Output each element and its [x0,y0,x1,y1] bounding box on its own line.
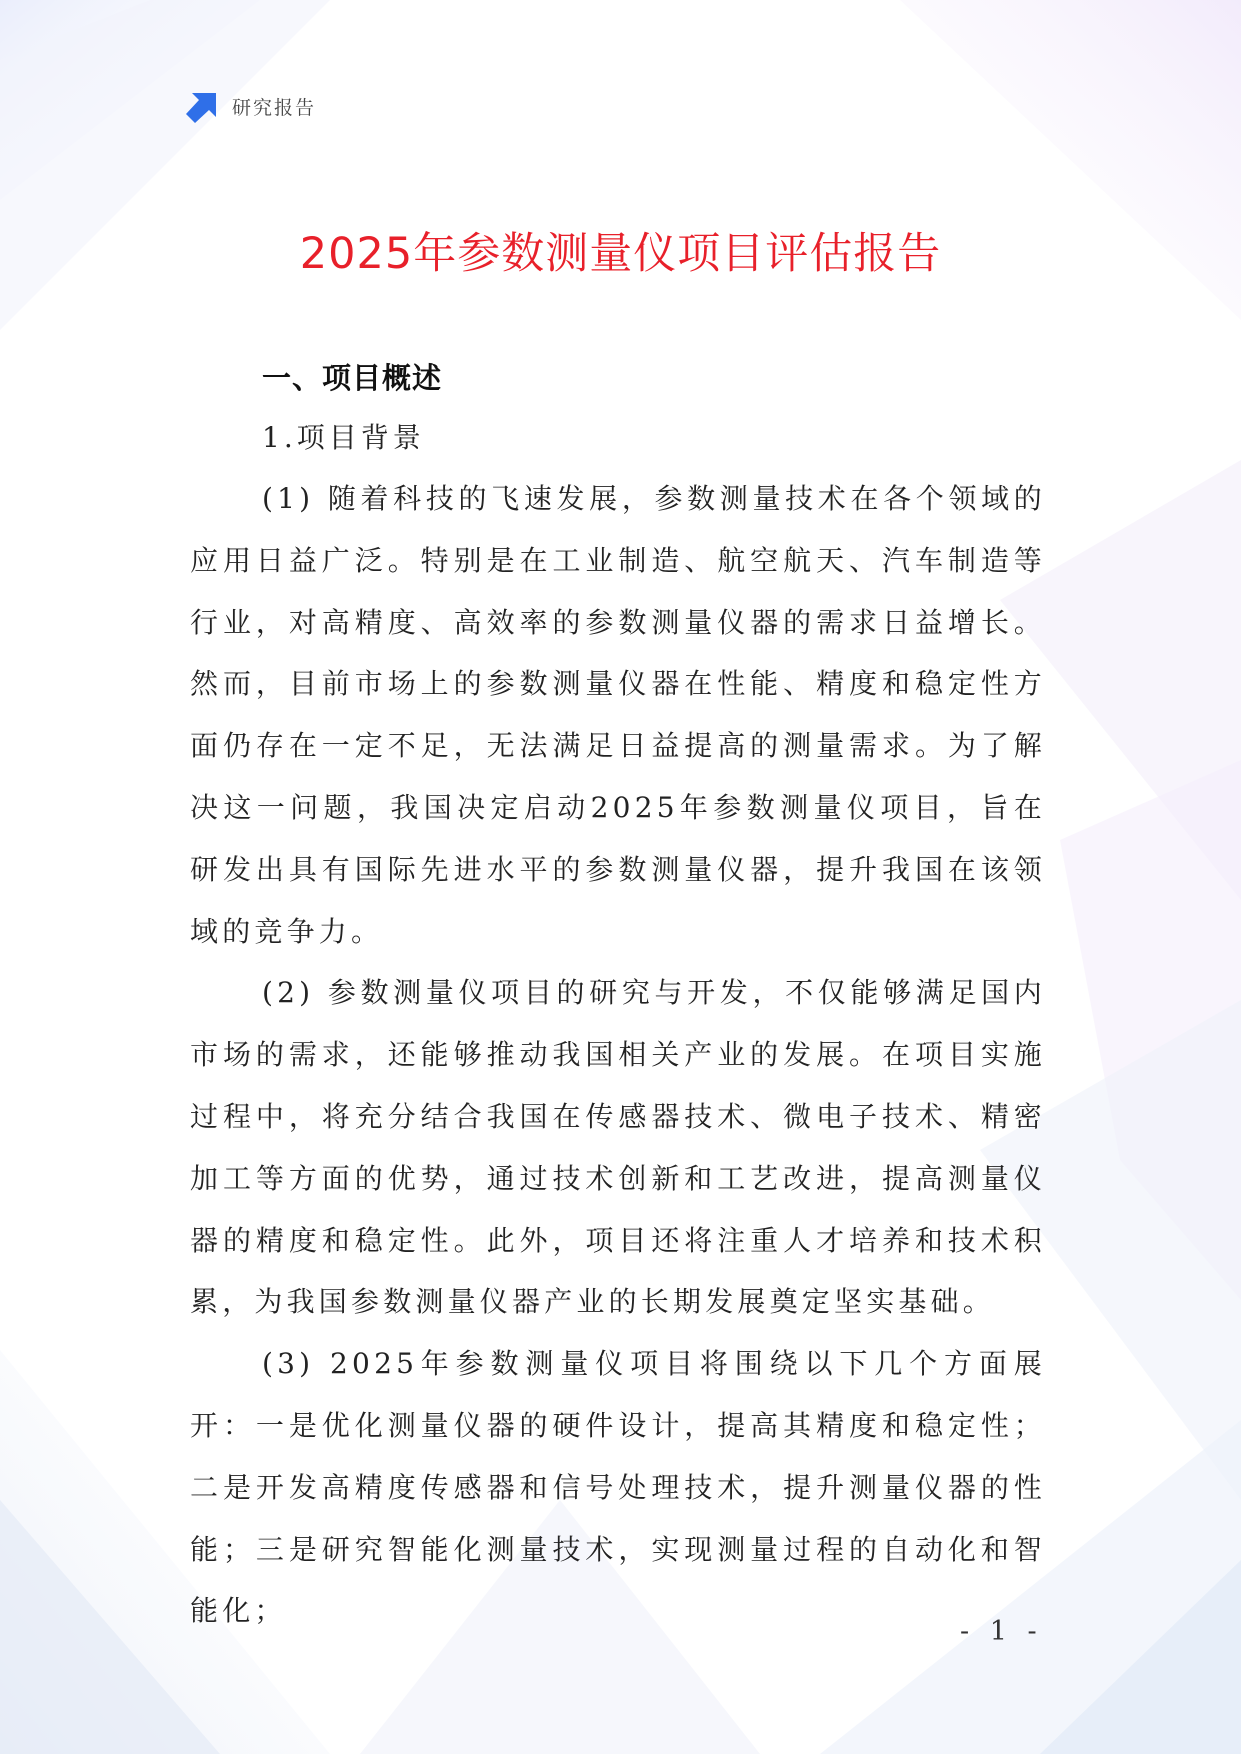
page-header [186,88,316,124]
subsection-heading: 1.项目背景 [262,421,425,454]
section-heading: 一、项目概述 [262,361,443,395]
paragraph-3: (3) 2025年参数测量仪项目将围绕以下几个方面展开：一是优化测量仪器的硬件设计，提高其精度和稳定性；二是开发高精度传感器和信号处理技术，提升测量仪器的性能；三是研究智能化测量技术，实现测量过程的自动化和智能化； [190,1347,1046,1628]
arrow-up-right-icon [186,89,220,123]
header-label: 研究报告 [232,96,317,119]
page-number: - 1 - [960,1616,1043,1647]
paragraph-1: (1) 随着科技的飞速发展，参数测量技术在各个领域的应用日益广泛。特别是在工业制造、航空航天、汽车制造等行业，对高精度、高效率的参数测量仪器的需求日益增长。然而，目前市场上的参数测量仪器在性能、精度和稳定性方面仍存在一定不足，无法满足日益提高的测量需求。为了解决这一问题，我国决定启动2025年参数测量仪项目，旨在研发出具有国际先进水平的参数测量仪器，提升我国在该领域的竞争力。 [190,482,1046,948]
document-body [190,352,1046,1642]
document-title: 2025年参数测量仪项目评估报告 [299,229,942,279]
paragraph-2: (2) 参数测量仪项目的研究与开发，不仅能够满足国内市场的需求，还能够推动我国相关产业的发展。在项目实施过程中，将充分结合我国在传感器技术、微电子技术、精密加工等方面的优势，通过技术创新和工艺改进，提高测量仪器的精度和稳定性。此外，项目还将注重人才培养和技术积累，为我国参数测量仪器产业的长期发展奠定坚实基础。 [190,976,1046,1319]
